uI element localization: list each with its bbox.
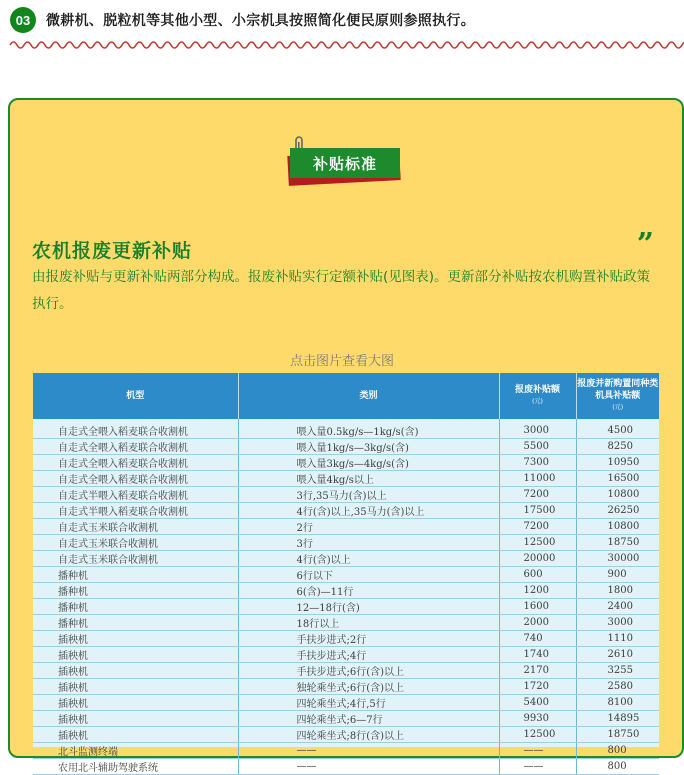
image-caption[interactable]: 点击图片查看大图 xyxy=(289,354,394,369)
panel-description: 由报废补贴与更新补贴两部分构成。报废补贴实行定额补贴(见图表)。更新部分补贴按农机购置补贴政策执行。 xyxy=(32,269,651,312)
cell-machine-type: 自走式全喂入稻麦联合收割机 xyxy=(33,471,238,487)
table-row xyxy=(33,583,659,599)
cell-scrap-and-new-subsidy: 2610 xyxy=(576,647,659,663)
cell-scrap-subsidy: 7300 xyxy=(499,455,576,471)
cell-category: 喂入量0.5kg/s—1kg/s(含) xyxy=(238,419,499,439)
table-row xyxy=(33,551,659,567)
cell-scrap-and-new-subsidy: 8100 xyxy=(576,695,659,711)
table-row xyxy=(33,743,659,759)
cell-scrap-subsidy: 2000 xyxy=(499,615,576,631)
cell-machine-type: 插秧机 xyxy=(33,663,238,679)
table-row xyxy=(33,647,659,663)
quote-icon: ” xyxy=(636,227,654,262)
cell-scrap-subsidy: 5400 xyxy=(499,695,576,711)
cell-category: 18行以上 xyxy=(238,615,499,631)
cell-scrap-subsidy: 1600 xyxy=(499,599,576,615)
cell-scrap-subsidy: 7200 xyxy=(499,519,576,535)
table-row xyxy=(33,631,659,647)
cell-scrap-and-new-subsidy: 2580 xyxy=(576,679,659,695)
cell-category: —— xyxy=(238,759,499,775)
cell-scrap-and-new-subsidy: 4500 xyxy=(576,419,659,439)
cell-scrap-subsidy: 5500 xyxy=(499,439,576,455)
table-row xyxy=(33,455,659,471)
cell-scrap-subsidy: —— xyxy=(499,759,576,775)
cell-machine-type: 播种机 xyxy=(33,615,238,631)
subsidy-table-image[interactable] xyxy=(33,373,659,774)
cell-scrap-and-new-subsidy: 18750 xyxy=(576,535,659,551)
cell-category: 6(含)—11行 xyxy=(238,583,499,599)
cell-scrap-subsidy: 20000 xyxy=(499,551,576,567)
cell-machine-type: 插秧机 xyxy=(33,647,238,663)
cell-machine-type: 自走式全喂入稻麦联合收割机 xyxy=(33,439,238,455)
cell-category: 四轮乘坐式;4行,5行 xyxy=(238,695,499,711)
cell-category: —— xyxy=(238,743,499,759)
cell-scrap-subsidy: 2170 xyxy=(499,663,576,679)
cell-category: 4行(含)以上 xyxy=(238,551,499,567)
cell-category: 喂入量1kg/s—3kg/s(含) xyxy=(238,439,499,455)
cell-scrap-and-new-subsidy: 800 xyxy=(576,759,659,775)
cell-scrap-subsidy: 7200 xyxy=(499,487,576,503)
cell-machine-type: 自走式半喂入稻麦联合收割机 xyxy=(33,487,238,503)
cell-machine-type: 播种机 xyxy=(33,599,238,615)
cell-scrap-subsidy: 740 xyxy=(499,631,576,647)
cell-machine-type: 自走式全喂入稻麦联合收割机 xyxy=(33,455,238,471)
cell-scrap-and-new-subsidy: 14895 xyxy=(576,711,659,727)
cell-category: 3行 xyxy=(238,535,499,551)
cell-scrap-and-new-subsidy: 10800 xyxy=(576,519,659,535)
header-machine-type: 机型 xyxy=(33,373,238,419)
table-row xyxy=(33,535,659,551)
subsidy-standard-tag: 补贴标准 xyxy=(290,148,400,178)
cell-category: 4行(含)以上,35马力(含)以上 xyxy=(238,503,499,519)
cell-machine-type: 插秧机 xyxy=(33,727,238,743)
cell-scrap-and-new-subsidy: 1110 xyxy=(576,631,659,647)
cell-scrap-and-new-subsidy: 2400 xyxy=(576,599,659,615)
cell-category: 喂入量4kg/s以上 xyxy=(238,471,499,487)
cell-scrap-and-new-subsidy: 10800 xyxy=(576,487,659,503)
cell-machine-type: 插秧机 xyxy=(33,695,238,711)
cell-scrap-subsidy: 11000 xyxy=(499,471,576,487)
header-category: 类别 xyxy=(238,373,499,419)
cell-category: 四轮乘坐式;8行(含)以上 xyxy=(238,727,499,743)
cell-machine-type: 自走式全喂入稻麦联合收割机 xyxy=(33,419,238,439)
cell-scrap-and-new-subsidy: 3000 xyxy=(576,615,659,631)
cell-machine-type: 自走式玉米联合收割机 xyxy=(33,551,238,567)
cell-scrap-subsidy: 1740 xyxy=(499,647,576,663)
cell-machine-type: 自走式半喂入稻麦联合收割机 xyxy=(33,503,238,519)
table-row xyxy=(33,471,659,487)
cell-category: 独轮乘坐式;6行(含)以上 xyxy=(238,679,499,695)
cell-machine-type: 插秧机 xyxy=(33,679,238,695)
table-row xyxy=(33,567,659,583)
cell-machine-type: 插秧机 xyxy=(33,711,238,727)
cell-machine-type: 播种机 xyxy=(33,583,238,599)
cell-scrap-subsidy: 12500 xyxy=(499,727,576,743)
cell-scrap-and-new-subsidy: 26250 xyxy=(576,503,659,519)
cell-scrap-and-new-subsidy: 8250 xyxy=(576,439,659,455)
cell-machine-type: 自走式玉米联合收割机 xyxy=(33,535,238,551)
table-row xyxy=(33,615,659,631)
cell-scrap-and-new-subsidy: 800 xyxy=(576,743,659,759)
section-header xyxy=(10,6,475,34)
cell-category: 手扶步进式;2行 xyxy=(238,631,499,647)
cell-scrap-subsidy: 12500 xyxy=(499,535,576,551)
table-row xyxy=(33,695,659,711)
table-row xyxy=(33,419,659,439)
header-scrap-and-new-subsidy: 报废并新购置同种类机具补贴额 (元) xyxy=(576,373,659,419)
subsidy-table xyxy=(33,373,659,775)
table-header-row xyxy=(33,373,659,419)
header-scrap-subsidy: 报废补贴额 (元) xyxy=(499,373,576,419)
section-header-text: 微耕机、脱粒机等其他小型、小宗机具按照简化便民原则参照执行。 xyxy=(46,13,475,29)
cell-machine-type: 播种机 xyxy=(33,567,238,583)
cell-scrap-subsidy: 17500 xyxy=(499,503,576,519)
cell-scrap-and-new-subsidy: 30000 xyxy=(576,551,659,567)
cell-category: 2行 xyxy=(238,519,499,535)
cell-category: 手扶步进式;4行 xyxy=(238,647,499,663)
table-row xyxy=(33,663,659,679)
table-row xyxy=(33,727,659,743)
panel-title: 农机报废更新补贴 xyxy=(32,240,193,262)
cell-machine-type: 插秧机 xyxy=(33,631,238,647)
cell-scrap-subsidy: 1720 xyxy=(499,679,576,695)
cell-scrap-and-new-subsidy: 1800 xyxy=(576,583,659,599)
table-row xyxy=(33,439,659,455)
section-number-badge: 03 xyxy=(10,7,36,33)
cell-scrap-subsidy: —— xyxy=(499,743,576,759)
wavy-divider xyxy=(10,38,684,52)
table-row xyxy=(33,487,659,503)
cell-category: 喂入量3kg/s—4kg/s(含) xyxy=(238,455,499,471)
cell-category: 四轮乘坐式;6—7行 xyxy=(238,711,499,727)
cell-scrap-subsidy: 1200 xyxy=(499,583,576,599)
table-row xyxy=(33,503,659,519)
cell-machine-type: 自走式玉米联合收割机 xyxy=(33,519,238,535)
cell-category: 6行以下 xyxy=(238,567,499,583)
cell-category: 12—18行(含) xyxy=(238,599,499,615)
table-row xyxy=(33,519,659,535)
table-row xyxy=(33,711,659,727)
cell-scrap-and-new-subsidy: 16500 xyxy=(576,471,659,487)
cell-category: 手扶步进式;6行(含)以上 xyxy=(238,663,499,679)
cell-scrap-subsidy: 3000 xyxy=(499,419,576,439)
table-row xyxy=(33,599,659,615)
cell-scrap-subsidy: 600 xyxy=(499,567,576,583)
table-row xyxy=(33,759,659,775)
cell-scrap-and-new-subsidy: 10950 xyxy=(576,455,659,471)
cell-scrap-and-new-subsidy: 900 xyxy=(576,567,659,583)
cell-machine-type: 农用北斗辅助驾驶系统 xyxy=(33,759,238,775)
cell-machine-type: 北斗监测终端 xyxy=(33,743,238,759)
table-row xyxy=(33,679,659,695)
cell-scrap-and-new-subsidy: 3255 xyxy=(576,663,659,679)
cell-scrap-subsidy: 9930 xyxy=(499,711,576,727)
cell-category: 3行,35马力(含)以上 xyxy=(238,487,499,503)
cell-scrap-and-new-subsidy: 18750 xyxy=(576,727,659,743)
